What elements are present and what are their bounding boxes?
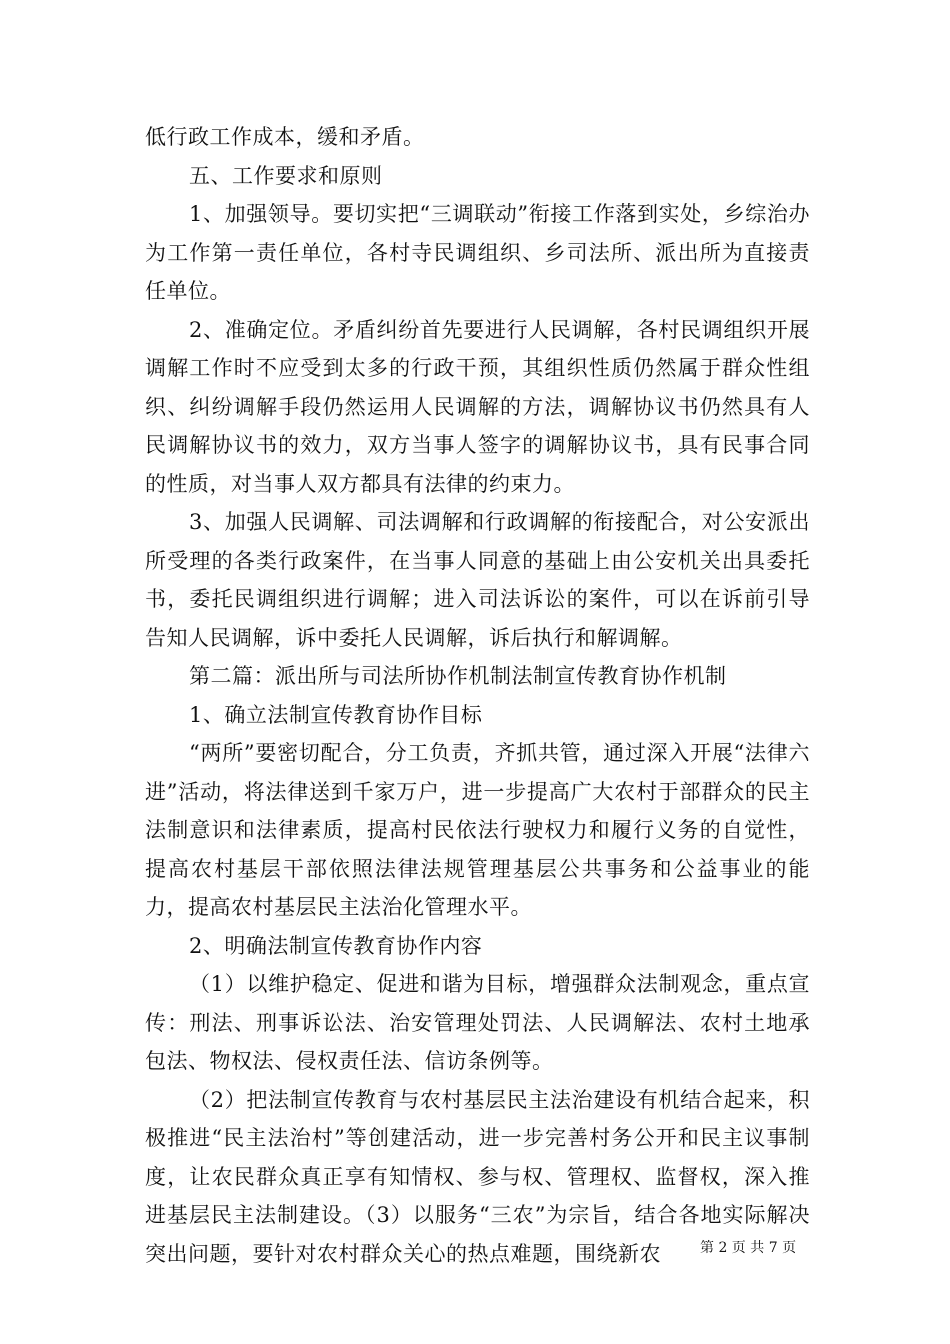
paragraph-10: （1）以维护稳定、促进和谐为目标，增强群众法制观念，重点宣传：刑法、刑事诉讼法、治安管理处罚法、人民调解法、农村土地承包法、物权法、侵权责任法、信访条例等。 bbox=[145, 972, 810, 1073]
paragraph-1: 低行政工作成本，缓和矛盾。 bbox=[145, 125, 425, 149]
paragraph-4: 2、准确定位。矛盾纠纷首先要进行人民调解，各村民调组织开展调解工作时不应受到太多的行政干预，其组织性质仍然属于群众性组织、纠纷调解手段仍然运用人民调解的方法，调解协议书仍然具有人民调解协议书的效力，双方当事人签字的调解协议书，具有民事合同的性质，对当事人双方都具有法律的约束力。 bbox=[145, 317, 810, 496]
paragraph-5: 3、加强人民调解、司法调解和行政调解的衔接配合，对公安派出所受理的各类行政案件，在当事人同意的基础上由公安机关出具委托书，委托民调组织进行调解；进入司法诉讼的案件，可以在诉前引导告知人民调解，诉中委托人民调解，诉后执行和解调解。 bbox=[145, 510, 810, 650]
paragraph-3: 1、加强领导。要切实把“三调联动”衔接工作落到实处，乡综治办为工作第一责任单位，各村寺民调组织、乡司法所、派出所为直接责任单位。 bbox=[145, 202, 810, 303]
paragraph-6: 第二篇：派出所与司法所协作机制法制宣传教育协作机制 bbox=[189, 664, 727, 688]
paragraph-8: “两所”要密切配合，分工负责，齐抓共管，通过深入开展“法律六进”活动，将法律送到千家万户，进一步提高广大农村于部群众的民主法制意识和法律素质，提高村民依法行驶权力和履行义务的自觉性，提高农村基层干部依照法律法规管理基层公共事务和公益事业的能力，提高农村基层民主法治化管理水平。 bbox=[145, 741, 810, 919]
page-number: 第 2 页 共 7 页 bbox=[700, 1240, 797, 1256]
paragraph-11: （2）把法制宣传教育与农村基层民主法治建设有机结合起来，积极推进“民主法治村”等创建活动，进一步完善村务公开和民主议事制度，让农民群众真正享有知情权、参与权、管理权、监督权，深入推进基层民主法制建设。（3）以服务“三农”为宗旨，结合各地实际解决突出问题，要针对农村群众关心的热点难题，围绕新农 bbox=[145, 1087, 810, 1266]
document-body bbox=[145, 118, 810, 1273]
paragraph-2: 五、工作要求和原则 bbox=[189, 163, 383, 188]
paragraph-9: 2、明确法制宣传教育协作内容 bbox=[189, 933, 483, 958]
paragraph-7: 1、确立法制宣传教育协作目标 bbox=[189, 702, 483, 727]
